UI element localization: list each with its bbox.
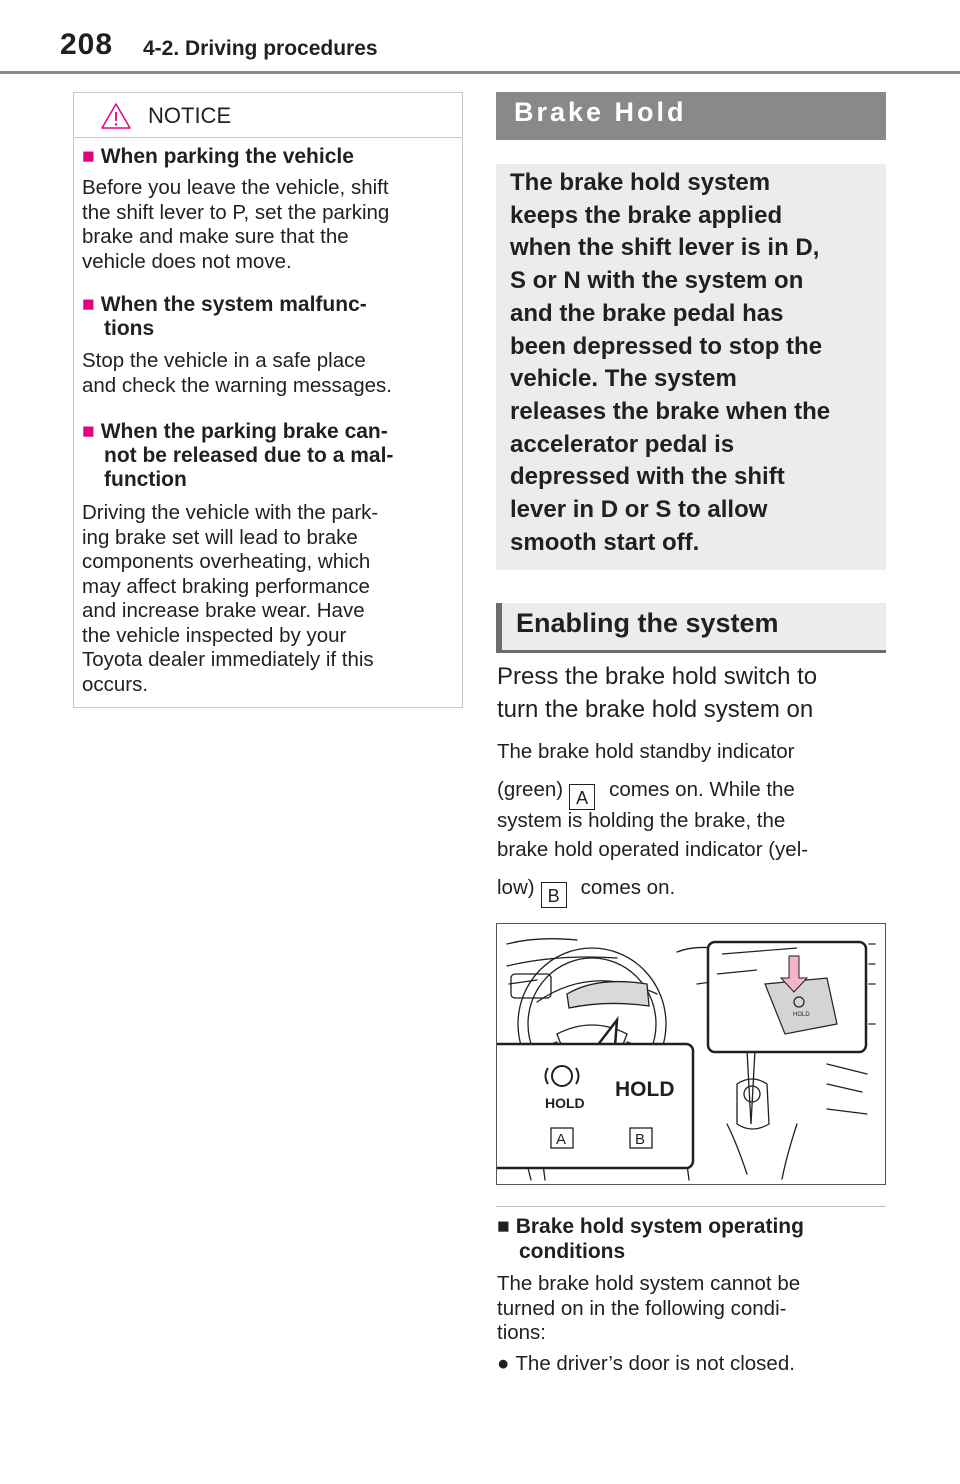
description-line: (green) A comes on. While the: [497, 778, 795, 808]
notice-item-body: Stop the vehicle in a safe place and check the warning messages.: [82, 349, 392, 397]
callout-label-b: B: [541, 882, 567, 908]
illustration-label-a: A: [556, 1131, 567, 1148]
notice-header: [74, 93, 462, 138]
circle-bullet-icon: ●: [497, 1352, 510, 1375]
operated-indicator-text: HOLD: [615, 1078, 675, 1101]
condition-bullet: ● The driver’s door is not closed.: [497, 1352, 795, 1375]
notice-item-body: Before you leave the vehicle, shift the shift lever to P, set the parking brake and make sure that the vehicle does not move.: [82, 176, 390, 273]
switch-hold-text: HOLD: [793, 1012, 810, 1018]
square-bullet-icon: ■: [82, 145, 95, 168]
intro-text: The brake hold system keeps the brake applied when the shift lever is in D, S or N with the system on and the brake pedal has been depressed to stop the vehicle. The system releases the brake when the accelerator pedal is depressed with the shift lever in D or S to allow smooth start off.: [510, 169, 831, 556]
dashboard-illustration: [496, 923, 886, 1185]
description-line: low) B comes on.: [497, 876, 676, 906]
intro-box: [496, 164, 886, 570]
operating-conditions-body: The brake hold system cannot be turned on in the following condi- tions:: [497, 1272, 801, 1344]
brake-hold-banner: [496, 92, 886, 140]
heading-accent-bar: [496, 603, 502, 651]
callout-label-a: A: [569, 784, 595, 810]
description-line: brake hold operated indicator (yel-: [497, 838, 809, 861]
step-instruction: Press the brake hold switch to turn the brake hold system on: [497, 663, 818, 723]
section-divider: [496, 1206, 886, 1207]
notice-label: NOTICE: [148, 103, 232, 128]
description-line: The brake hold standby indicator: [497, 740, 795, 763]
standby-indicator-text: HOLD: [545, 1095, 585, 1111]
header-rule: [0, 71, 960, 74]
warning-triangle-icon: [100, 102, 132, 130]
heading-rule: [496, 650, 886, 653]
notice-item-heading: ■ When the system malfunc- tions: [82, 293, 367, 340]
description-line: system is holding the brake, the: [497, 809, 786, 832]
operating-conditions-heading: ■ Brake hold system operating conditions: [497, 1215, 804, 1263]
square-bullet-icon: ■: [497, 1215, 510, 1238]
enabling-heading: [496, 603, 886, 651]
brake-hold-title: Brake Hold: [514, 97, 687, 127]
notice-item-body: Driving the vehicle with the park- ing brake set will lead to brake components overheating, which may affect braking performance and increase brake wear. Have the vehicle inspected by your Toyota dealer immediately if this occurs.: [82, 501, 379, 696]
dashboard-drawing: [497, 924, 885, 1184]
notice-item-heading: ■ When the parking brake can- not be released due to a mal- function: [82, 420, 394, 491]
page-number: 208: [60, 28, 114, 61]
section-title: 4-2. Driving procedures: [143, 37, 378, 60]
illustration-label-b: B: [635, 1131, 646, 1148]
notice-box: [73, 92, 463, 708]
notice-item-heading: ■ When parking the vehicle: [82, 145, 354, 168]
enabling-heading-text: Enabling the system: [516, 608, 779, 638]
square-bullet-icon: ■: [82, 293, 95, 316]
square-bullet-icon: ■: [82, 420, 95, 443]
